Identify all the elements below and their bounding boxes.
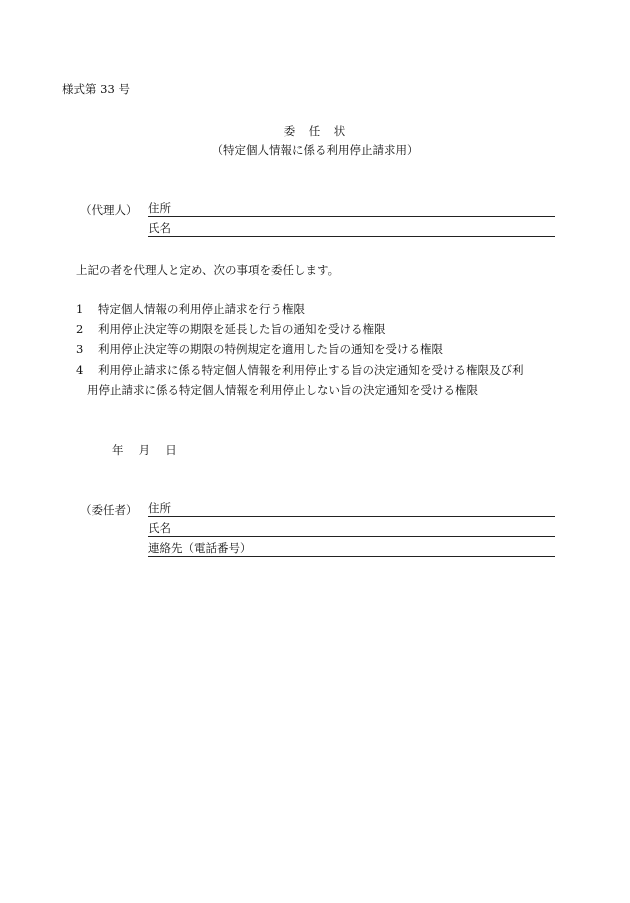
agent-name-label: 氏名 [148, 221, 171, 235]
principal-name-field [148, 521, 555, 537]
item-text: 利用停止決定等の期限の特例規定を適用した旨の通知を受ける権限 [98, 342, 443, 356]
agent-name-field [148, 221, 555, 237]
document-subtitle: （特定個人情報に係る利用停止請求用） [211, 143, 419, 157]
item-number: 4 [76, 363, 84, 377]
intro-text: 上記の者を代理人と定め、次の事項を委任します。 [76, 263, 340, 277]
agent-label: （代理人） [80, 203, 138, 217]
principal-address-field [148, 501, 555, 517]
list-item [76, 342, 443, 356]
principal-label: （委任者） [80, 503, 138, 517]
principal-phone-label: 連絡先（電話番号） [148, 541, 252, 555]
item-number: 1 [76, 302, 84, 316]
item-text: 特定個人情報の利用停止請求を行う権限 [98, 302, 305, 316]
principal-phone-field [148, 541, 555, 557]
item-text: 利用停止決定等の期限を延長した旨の通知を受ける権限 [98, 322, 386, 336]
item-number: 2 [76, 322, 84, 336]
list-item [76, 322, 386, 336]
item-continuation: 用停止請求に係る特定個人情報を利用停止しない旨の決定通知を受ける権限 [87, 383, 478, 397]
date-line: 年 月 日 [112, 443, 177, 457]
document-title: 委 任 状 [283, 124, 347, 138]
item-text: 利用停止請求に係る特定個人情報を利用停止する旨の決定通知を受ける権限及び利 [98, 363, 524, 377]
agent-address-field [148, 201, 555, 217]
principal-address-label: 住所 [148, 501, 171, 515]
agent-address-label: 住所 [148, 201, 171, 215]
principal-name-label: 氏名 [148, 521, 171, 535]
item-number: 3 [76, 342, 84, 356]
form-number: 様式第 33 号 [62, 82, 130, 96]
list-item [76, 302, 305, 316]
list-item [76, 363, 524, 377]
